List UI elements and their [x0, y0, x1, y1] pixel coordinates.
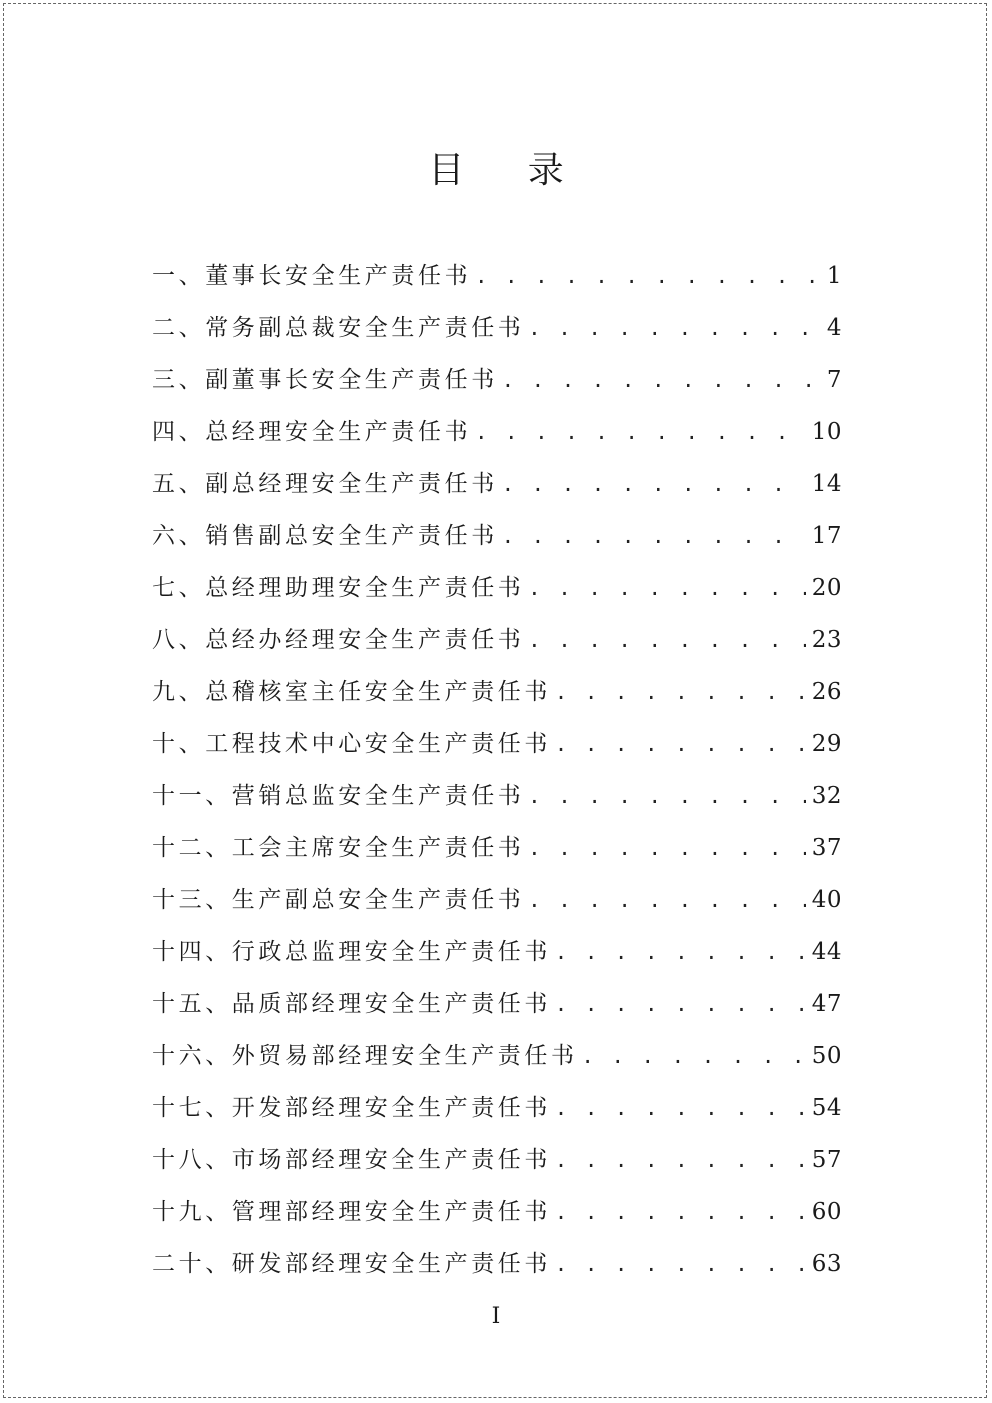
toc-entry[interactable]: [152, 614, 842, 666]
toc-entry[interactable]: [152, 458, 842, 510]
toc-entry-page: 44: [811, 939, 842, 965]
toc-entry-label: 十六、外贸易部经理安全生产责任书: [152, 1043, 578, 1069]
toc-entry-page: 50: [811, 1043, 842, 1069]
toc-dot-leader: [475, 406, 806, 458]
toc-entry-page: 37: [811, 835, 842, 861]
toc-dot-leader: [502, 458, 806, 510]
toc-entry-page: 57: [811, 1147, 842, 1173]
toc-entry[interactable]: [152, 562, 842, 614]
toc-dot-leader: [528, 874, 805, 926]
toc-entry-page: 63: [811, 1251, 842, 1277]
toc-entry-label: 四、总经理安全生产责任书: [152, 419, 472, 445]
toc-entry-page: 17: [811, 523, 842, 549]
toc-entry-label: 六、销售副总安全生产责任书: [152, 523, 498, 549]
toc-entry-label: 十三、生产副总安全生产责任书: [152, 887, 525, 913]
toc-dot-leader: [528, 562, 805, 614]
toc-entry[interactable]: [152, 302, 842, 354]
toc-entry[interactable]: [152, 510, 842, 562]
toc-entry[interactable]: [152, 874, 842, 926]
toc-entry-page: 10: [811, 419, 842, 445]
toc-entry-label: 八、总经办经理安全生产责任书: [152, 627, 525, 653]
toc-dot-leader: [555, 926, 806, 978]
toc-entry-label: 十八、市场部经理安全生产责任书: [152, 1147, 551, 1173]
footer-page-number: I: [491, 1304, 501, 1329]
toc-entry[interactable]: [152, 718, 842, 770]
toc-entry-page: 54: [811, 1095, 842, 1121]
toc-title: 目 录: [428, 150, 590, 191]
toc-entry-page: 23: [811, 627, 842, 653]
toc-list: [152, 250, 842, 1290]
toc-entry-page: 32: [811, 783, 842, 809]
toc-entry[interactable]: [152, 666, 842, 718]
toc-dot-leader: [555, 978, 806, 1030]
toc-entry-label: 十九、管理部经理安全生产责任书: [152, 1199, 551, 1225]
toc-entry[interactable]: [152, 978, 842, 1030]
toc-entry-label: 十四、行政总监理安全生产责任书: [152, 939, 551, 965]
toc-entry-label: 三、副董事长安全生产责任书: [152, 367, 498, 393]
toc-entry-label: 七、总经理助理安全生产责任书: [152, 575, 525, 601]
toc-entry[interactable]: [152, 822, 842, 874]
toc-dot-leader: [555, 1238, 806, 1290]
toc-entry[interactable]: [152, 1134, 842, 1186]
toc-entry-label: 十二、工会主席安全生产责任书: [152, 835, 525, 861]
toc-entry[interactable]: [152, 926, 842, 978]
toc-entry-page: 14: [811, 471, 842, 497]
toc-entry-label: 十五、品质部经理安全生产责任书: [152, 991, 551, 1017]
toc-entry-page: 26: [811, 679, 842, 705]
toc-dot-leader: [555, 1134, 806, 1186]
toc-entry-page: 20: [811, 575, 842, 601]
toc-dot-leader: [555, 1082, 806, 1134]
toc-entry-label: 一、董事长安全生产责任书: [152, 263, 472, 289]
toc-entry-label: 九、总稽核室主任安全生产责任书: [152, 679, 551, 705]
toc-entry-page: 60: [811, 1199, 842, 1225]
toc-entry-page: 4: [826, 315, 842, 341]
toc-entry-page: 29: [811, 731, 842, 757]
toc-dot-leader: [555, 1186, 806, 1238]
toc-dot-leader: [582, 1030, 806, 1082]
toc-entry[interactable]: [152, 406, 842, 458]
toc-entry[interactable]: [152, 770, 842, 822]
toc-dot-leader: [475, 250, 821, 302]
toc-dot-leader: [528, 770, 805, 822]
toc-entry[interactable]: [152, 354, 842, 406]
toc-entry-label: 二、常务副总裁安全生产责任书: [152, 315, 525, 341]
toc-entry[interactable]: [152, 1238, 842, 1290]
toc-dot-leader: [502, 354, 821, 406]
toc-dot-leader: [528, 822, 805, 874]
toc-dot-leader: [555, 718, 806, 770]
toc-entry-page: 47: [811, 991, 842, 1017]
toc-dot-leader: [528, 302, 820, 354]
toc-dot-leader: [502, 510, 806, 562]
toc-entry[interactable]: [152, 250, 842, 302]
toc-entry[interactable]: [152, 1082, 842, 1134]
toc-entry-page: 1: [826, 263, 842, 289]
toc-entry-page: 7: [826, 367, 842, 393]
toc-entry-page: 40: [811, 887, 842, 913]
toc-entry[interactable]: [152, 1030, 842, 1082]
toc-entry[interactable]: [152, 1186, 842, 1238]
toc-dot-leader: [528, 614, 805, 666]
toc-entry-label: 十、工程技术中心安全生产责任书: [152, 731, 551, 757]
toc-dot-leader: [555, 666, 806, 718]
toc-entry-label: 二十、研发部经理安全生产责任书: [152, 1251, 551, 1277]
toc-entry-label: 五、副总经理安全生产责任书: [152, 471, 498, 497]
toc-entry-label: 十一、营销总监安全生产责任书: [152, 783, 525, 809]
toc-entry-label: 十七、开发部经理安全生产责任书: [152, 1095, 551, 1121]
